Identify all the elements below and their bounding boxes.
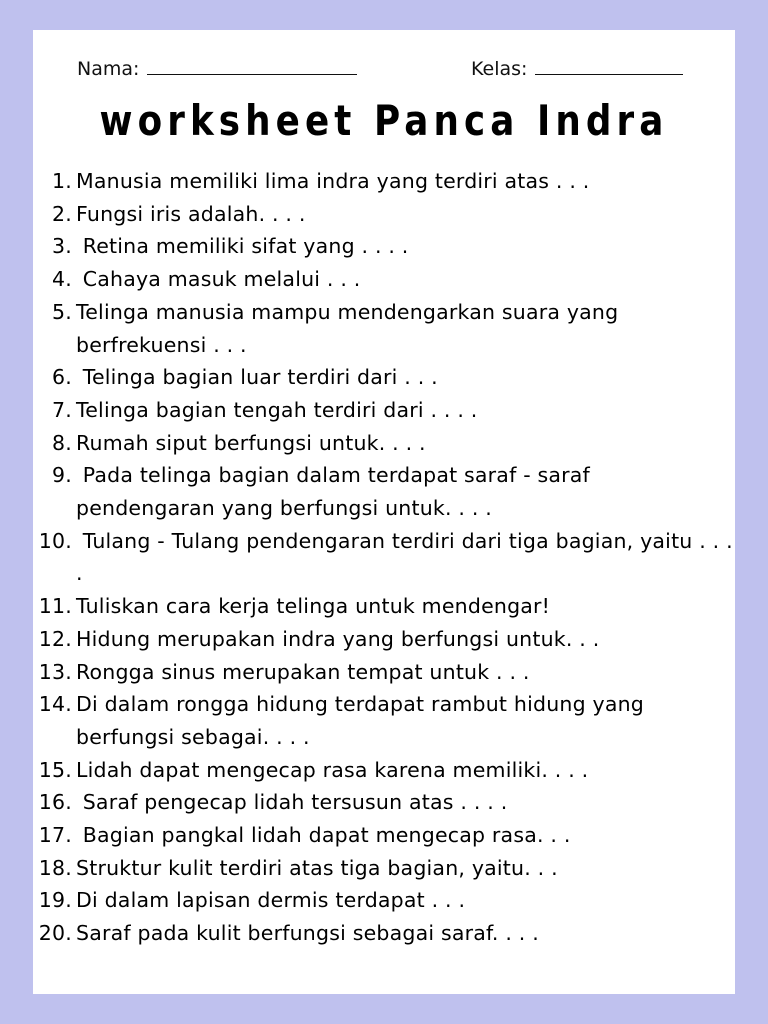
question-text: Telinga bagian tengah terdiri dari . . . . bbox=[76, 397, 478, 422]
question-number: 20. bbox=[38, 921, 72, 946]
question-item bbox=[33, 917, 735, 950]
question-number: 19. bbox=[38, 888, 72, 913]
question-number: 1. bbox=[52, 169, 72, 193]
question-item bbox=[33, 688, 735, 753]
question-number: 16. bbox=[38, 790, 72, 815]
question-item bbox=[33, 459, 735, 524]
question-number: 9. bbox=[52, 463, 72, 488]
question-number: 15. bbox=[38, 757, 72, 782]
question-text: Struktur kulit terdiri atas tiga bagian, yaitu. . . bbox=[76, 855, 558, 880]
question-item bbox=[33, 786, 735, 819]
question-item bbox=[33, 165, 735, 198]
question-number: 7. bbox=[52, 397, 72, 422]
question-number: 8. bbox=[52, 430, 72, 455]
question-item bbox=[33, 623, 735, 656]
question-number: 13. bbox=[38, 659, 72, 684]
question-item bbox=[33, 230, 735, 263]
question-number: 11. bbox=[38, 594, 72, 619]
question-item bbox=[33, 754, 735, 787]
question-item bbox=[33, 852, 735, 885]
question-item bbox=[33, 590, 735, 623]
question-text: Saraf pada kulit berfungsi sebagai saraf. . . . bbox=[76, 921, 539, 946]
question-text: Manusia memiliki lima indra yang terdiri atas . . . bbox=[76, 169, 590, 193]
question-number: 18. bbox=[38, 855, 72, 880]
nama-field bbox=[77, 56, 357, 80]
question-list bbox=[33, 165, 740, 950]
question-item bbox=[33, 427, 735, 460]
question-text: Fungsi iris adalah. . . . bbox=[76, 201, 306, 226]
question-text: Rongga sinus merupakan tempat untuk . . . bbox=[76, 659, 530, 684]
question-item bbox=[33, 361, 735, 394]
question-item bbox=[33, 525, 740, 590]
question-text: Retina memiliki sifat yang . . . . bbox=[76, 234, 409, 259]
question-number: 2. bbox=[52, 201, 72, 226]
question-item bbox=[33, 884, 735, 917]
kelas-label: Kelas: bbox=[471, 58, 528, 80]
kelas-field bbox=[471, 56, 683, 80]
question-item bbox=[33, 394, 735, 427]
question-number: 10. bbox=[38, 528, 72, 553]
question-text: Tulang - Tulang pendengaran terdiri dari tiga bagian, yaitu . . . . bbox=[76, 528, 740, 586]
question-number: 12. bbox=[38, 626, 72, 651]
question-text: Rumah siput berfungsi untuk. . . . bbox=[76, 430, 426, 455]
question-item bbox=[33, 656, 735, 689]
question-text: Lidah dapat mengecap rasa karena memiliki. . . . bbox=[76, 757, 589, 782]
question-number: 3. bbox=[52, 234, 72, 259]
nama-label: Nama: bbox=[77, 58, 140, 80]
question-number: 4. bbox=[52, 267, 72, 292]
question-text: Telinga manusia mampu mendengarkan suara yang berfrekuensi . . . bbox=[76, 299, 626, 357]
question-text: Di dalam rongga hidung terdapat rambut hidung yang berfungsi sebagai. . . . bbox=[76, 692, 651, 749]
question-item bbox=[33, 263, 735, 296]
question-item bbox=[33, 819, 735, 852]
question-number: 14. bbox=[38, 692, 72, 717]
question-text: Di dalam lapisan dermis terdapat . . . bbox=[76, 888, 466, 913]
question-text: Telinga bagian luar terdiri dari . . . bbox=[76, 365, 438, 390]
question-text: Hidung merupakan indra yang berfungsi untuk. . . bbox=[76, 626, 600, 651]
question-number: 6. bbox=[52, 365, 72, 390]
question-text: Pada telinga bagian dalam terdapat saraf - saraf pendengaran yang berfungsi untuk. . . . bbox=[76, 463, 597, 521]
question-number: 17. bbox=[38, 823, 72, 848]
question-text: Tuliskan cara kerja telinga untuk mendengar! bbox=[76, 594, 551, 619]
question-text: Bagian pangkal lidah dapat mengecap rasa. . . bbox=[76, 823, 571, 848]
question-number: 5. bbox=[52, 299, 72, 324]
question-text: Cahaya masuk melalui . . . bbox=[76, 267, 361, 292]
nama-blank-line bbox=[147, 56, 357, 75]
question-item bbox=[33, 296, 735, 361]
question-text: Saraf pengecap lidah tersusun atas . . . . bbox=[76, 790, 508, 815]
kelas-blank-line bbox=[535, 56, 683, 75]
question-item bbox=[33, 198, 735, 231]
worksheet-title: worksheet Panca Indra bbox=[99, 96, 669, 145]
worksheet-page bbox=[33, 30, 740, 994]
